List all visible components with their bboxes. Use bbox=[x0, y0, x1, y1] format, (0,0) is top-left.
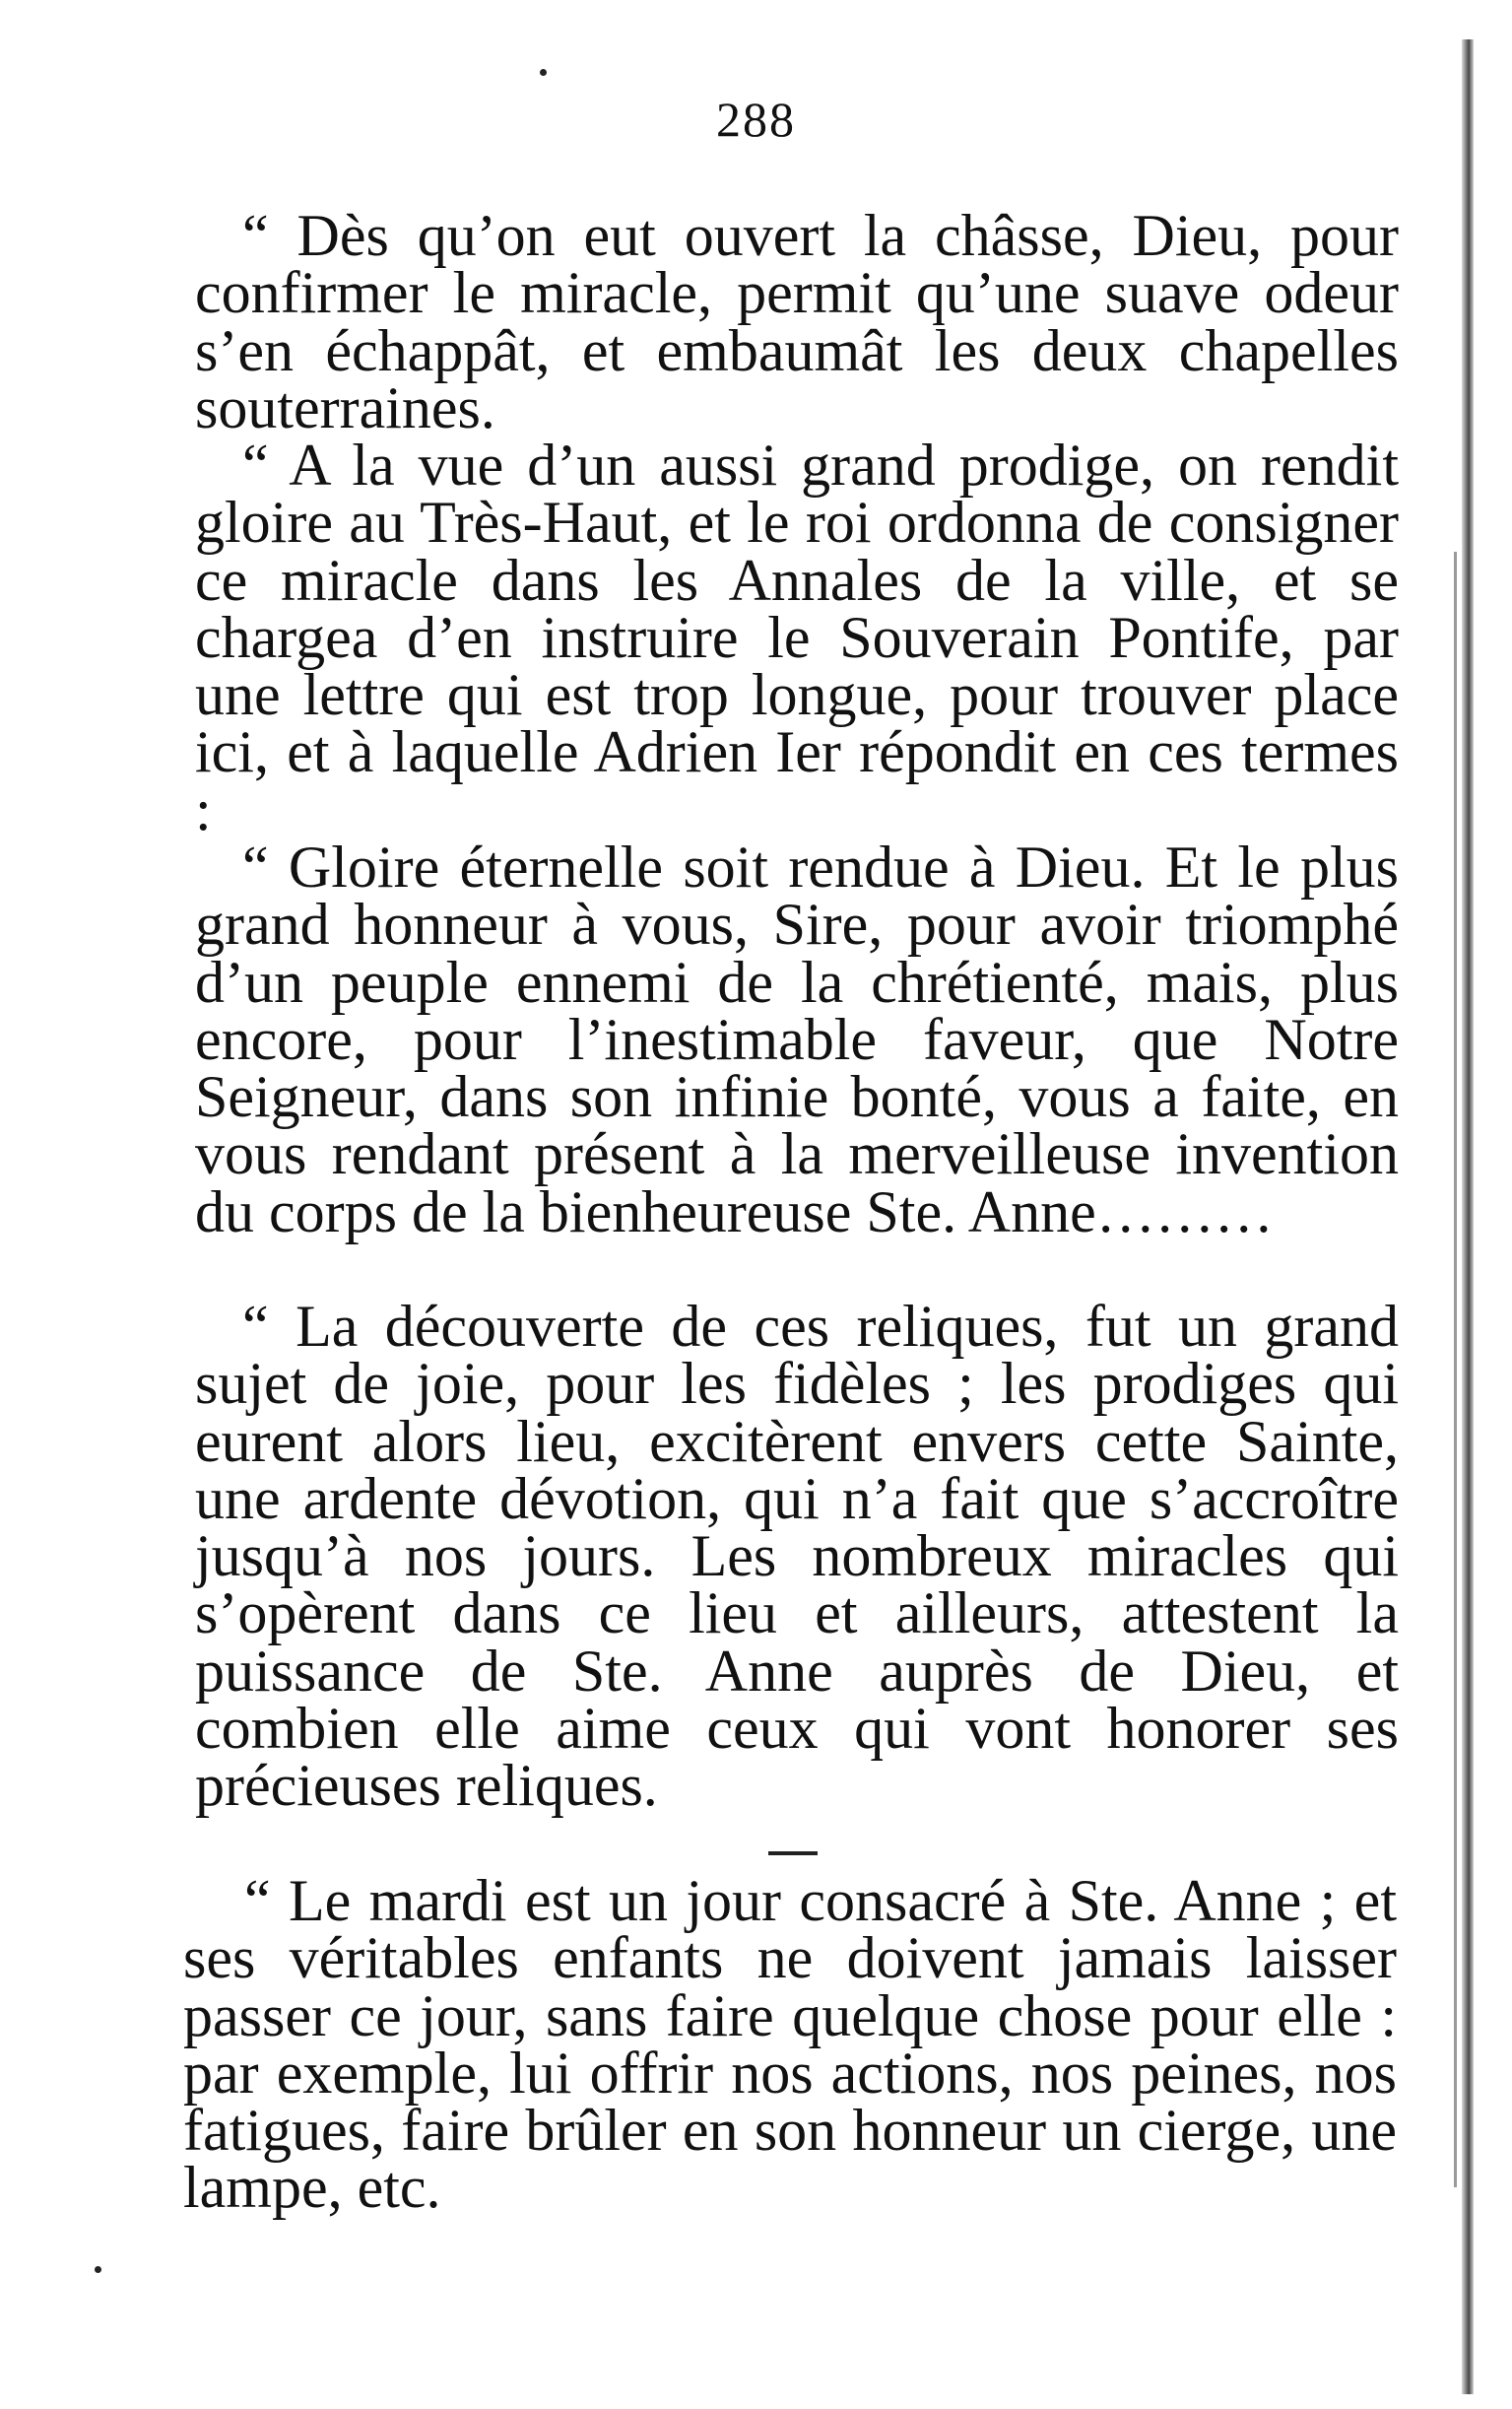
ink-speck bbox=[95, 2266, 101, 2273]
page-number: 288 bbox=[716, 92, 796, 147]
binding-shadow bbox=[1454, 552, 1457, 2187]
ink-speck bbox=[540, 69, 547, 76]
paragraph: “ Dès qu’on eut ouvert la châsse, Dieu, pour confirmer le miracle, permit qu’une suave odeur s’en échappât, et embaumât les deux chapelles souterraines. bbox=[195, 203, 1399, 440]
paragraph: “ Gloire éternelle soit rendue à Dieu. Et le plus grand honneur à vous, Sire, pour avoir triomphé d’un peuple ennemi de la chrétienté, mais, plus encore, pour l’inestimable faveur, que Notre Seigneur, dans son infinie bonté, vous a faite, en vous rendant présent à la merveilleuse invention du corps de la bienheureuse Ste. Anne……… bbox=[195, 835, 1399, 1244]
paragraph: “ Le mardi est un jour consacré à Ste. Anne ; et ses véritables enfants ne doivent jamais laisser passer ce jour, sans faire quelque chose pour elle : par exemple, lui offrir nos actions, nos peines, nos fatigues, faire brûler en son honneur un cierge, une lampe, etc. bbox=[183, 1868, 1397, 2221]
section-separator bbox=[768, 1851, 818, 1855]
paragraph: “ La découverte de ces reliques, fut un grand sujet de joie, pour les fidèles ; les prodiges qui eurent alors lieu, excitèrent envers cette Sainte, une ardente dévotion, qui n’a fait que s’accroître jusqu’à nos jours. Les nombreux miracles qui s’opèrent dans ce lieu et ailleurs, attestent la puissance de Ste. Anne auprès de Dieu, et combien elle aime ceux qui vont honorer ses précieuses reliques. bbox=[195, 1294, 1399, 1819]
page-binding-edge bbox=[1462, 39, 1474, 2394]
paragraph: “ A la vue d’un aussi grand prodige, on rendit gloire au Très-Haut, et le roi ordonna de consigner ce miracle dans les Annales de la ville, et se chargea d’en instruire le Souverain Pontife, par une lettre qui est trop longue, pour trouver place ici, et à laquelle Adrien Ier répondit en ces termes : bbox=[195, 433, 1399, 842]
closing-text bbox=[183, 1868, 1397, 2221]
main-text bbox=[195, 203, 1399, 1819]
